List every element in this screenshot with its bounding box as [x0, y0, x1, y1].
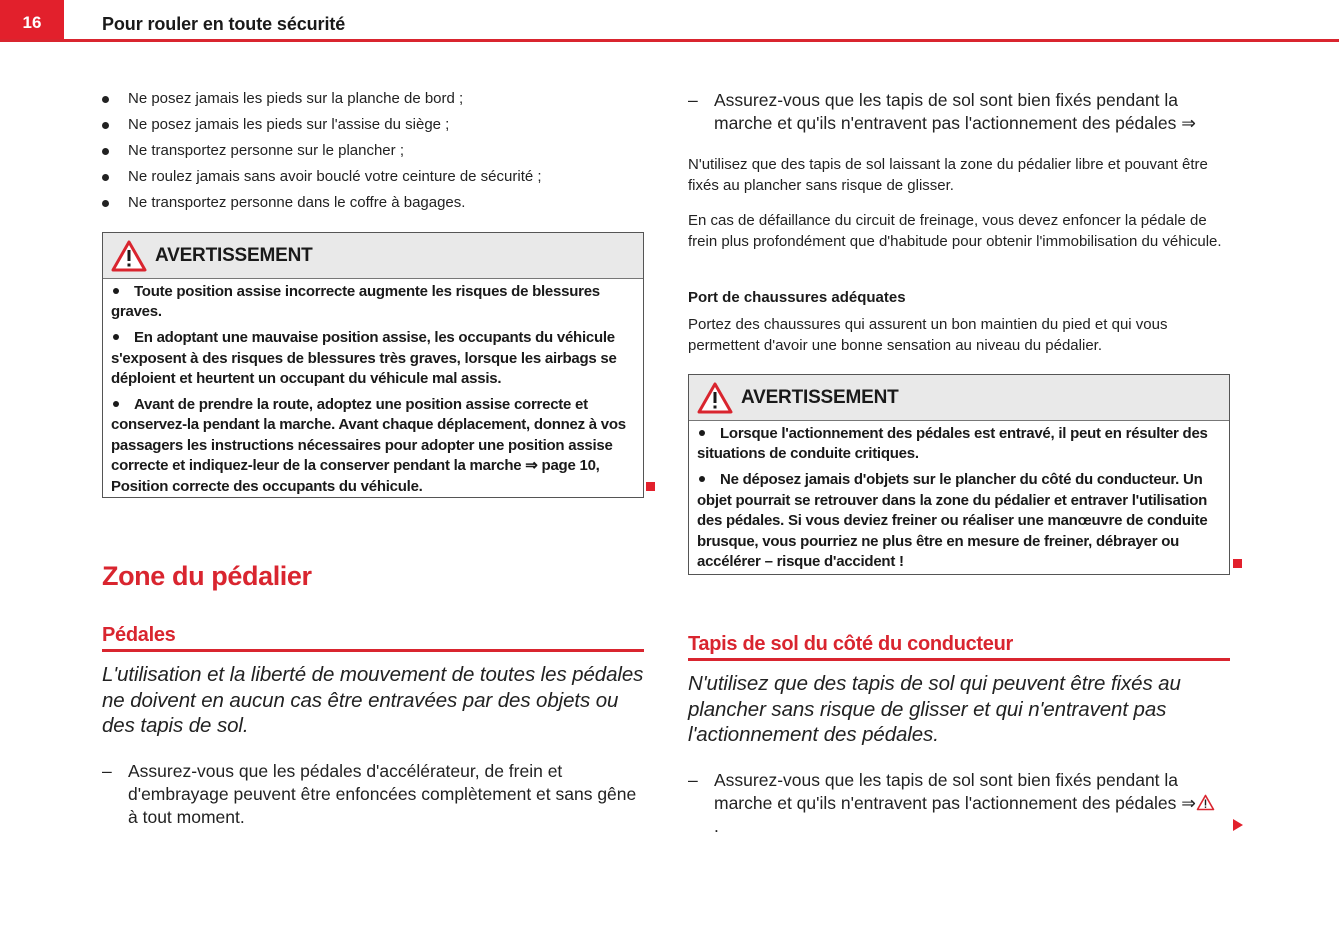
- paragraph: N'utilisez que des tapis de sol laissant la zone du pédalier libre et pouvant être fixés au plancher sans risque de glisser.: [688, 156, 1208, 194]
- section-end-mark-icon: [1233, 559, 1242, 568]
- bullet-icon: [102, 122, 109, 129]
- warning-box-pedals: [688, 374, 1230, 575]
- subsection-title-tapis: Tapis de sol du côté du conducteur: [688, 633, 1014, 655]
- warning-body: [689, 421, 1229, 576]
- dash-item: – Assurez-vous que les tapis de sol sont bien fixés pendant la marche et qu'ils n'entravent pas l'actionnement des pédales ⇒: [688, 90, 1196, 133]
- section-end-mark-icon: [646, 482, 655, 491]
- bullet-icon: [102, 174, 109, 181]
- bullet-icon: [699, 430, 705, 436]
- chapter-title: Pour rouler en toute sécurité: [102, 14, 346, 34]
- warning-item: Toute position assise incorrecte augmente les risques de blessures graves.: [111, 283, 600, 321]
- warning-item: Lorsque l'actionnement des pédales est entravé, il peut en résulter des situations de conduite critiques.: [697, 425, 1208, 463]
- warning-body: [103, 279, 643, 501]
- header-rule: [0, 39, 1339, 42]
- list-item: Ne transportez personne sur le plancher ;: [102, 140, 644, 166]
- intro-text-tapis: N'utilisez que des tapis de sol qui peuvent être fixés au plancher sans risque de glisser et qui n'entravent pas l'actionnement des pédales.: [688, 672, 1181, 746]
- bullet-icon: [102, 96, 109, 103]
- intro-text-pedales: L'utilisation et la liberté de mouvement de toutes les pédales ne doivent en aucun cas être entravées par des objets ou des tapis de sol.: [102, 663, 644, 737]
- page-number: 16: [22, 13, 42, 32]
- warning-triangle-icon: [697, 382, 733, 414]
- bullet-icon: [102, 200, 109, 207]
- warning-item: En adoptant une mauvaise position assise, les occupants du véhicule s'exposent à des risques de blessures très graves, lorsque les airbags se déploient et heurtent un occupant du véhicule mal assis.: [111, 329, 617, 388]
- warning-box-seating: [102, 232, 644, 498]
- dash-item: – Assurez-vous que les tapis de sol sont bien fixés pendant la marche et qu'ils n'entravent pas l'actionnement des pédales ⇒.: [688, 769, 1218, 838]
- warning-header: [689, 375, 1229, 421]
- warning-item: Avant de prendre la route, adoptez une position assise correcte et conservez-la pendant la marche. Avant chaque déplacement, donnez à vos passagers les instructions nécessaires pour adopter une position assise correcte et indiquez-leur de la conserver pendant la marche ⇒ page 10, Position correcte des occupants du véhicule.: [111, 396, 626, 495]
- subsection-rule: [688, 658, 1230, 661]
- dash-item: – Assurez-vous que les pédales d'accélérateur, de frein et d'embrayage peuvent être enfoncées complètement et sans gêne à tout moment.: [102, 761, 637, 827]
- shoes-heading: Port de chaussures adéquates: [688, 289, 906, 306]
- safety-bullet-list: [102, 88, 644, 218]
- list-item: Ne transportez personne dans le coffre à bagages.: [102, 192, 644, 218]
- bullet-icon: [102, 148, 109, 155]
- warning-item: Ne déposez jamais d'objets sur le plancher du côté du conducteur. Un objet pourrait se retrouver dans la zone du pédalier et entraver l'utilisation des pédales. Si vous deviez freiner ou réaliser une manœuvre de conduite brusque, vous pourriez ne plus être en mesure de freiner, débrayer ou accélérer – risque d'accident !: [697, 471, 1208, 570]
- warning-header: [103, 233, 643, 279]
- paragraph: En cas de défaillance du circuit de freinage, vous devez enfoncer la pédale de frein plus profondément que d'habitude pour obtenir l'immobilisation du véhicule.: [688, 212, 1222, 250]
- section-title: Zone du pédalier: [102, 561, 312, 591]
- warning-title: AVERTISSEMENT: [741, 386, 899, 408]
- shoes-paragraph: Portez des chaussures qui assurent un bon maintien du pied et qui vous permettent d'avoir une bonne sensation au niveau du pédalier.: [688, 316, 1168, 354]
- bullet-icon: [113, 334, 119, 340]
- subsection-title-pedales: Pédales: [102, 624, 176, 646]
- bullet-icon: [113, 401, 119, 407]
- dash-icon: –: [688, 770, 698, 790]
- dash-icon: –: [102, 761, 112, 781]
- warning-title: AVERTISSEMENT: [155, 244, 313, 266]
- bullet-icon: [699, 476, 705, 482]
- subsection-rule: [102, 649, 644, 652]
- list-item: Ne posez jamais les pieds sur la planche de bord ;: [102, 88, 644, 114]
- bullet-icon: [113, 288, 119, 294]
- warning-reference-icon[interactable]: [1196, 794, 1215, 811]
- list-item: Ne posez jamais les pieds sur l'assise du siège ;: [102, 114, 644, 140]
- list-item: Ne roulez jamais sans avoir bouclé votre ceinture de sécurité ;: [102, 166, 644, 192]
- warning-triangle-icon: [111, 240, 147, 272]
- next-page-arrow-icon[interactable]: [1233, 819, 1243, 831]
- dash-icon: –: [688, 90, 698, 110]
